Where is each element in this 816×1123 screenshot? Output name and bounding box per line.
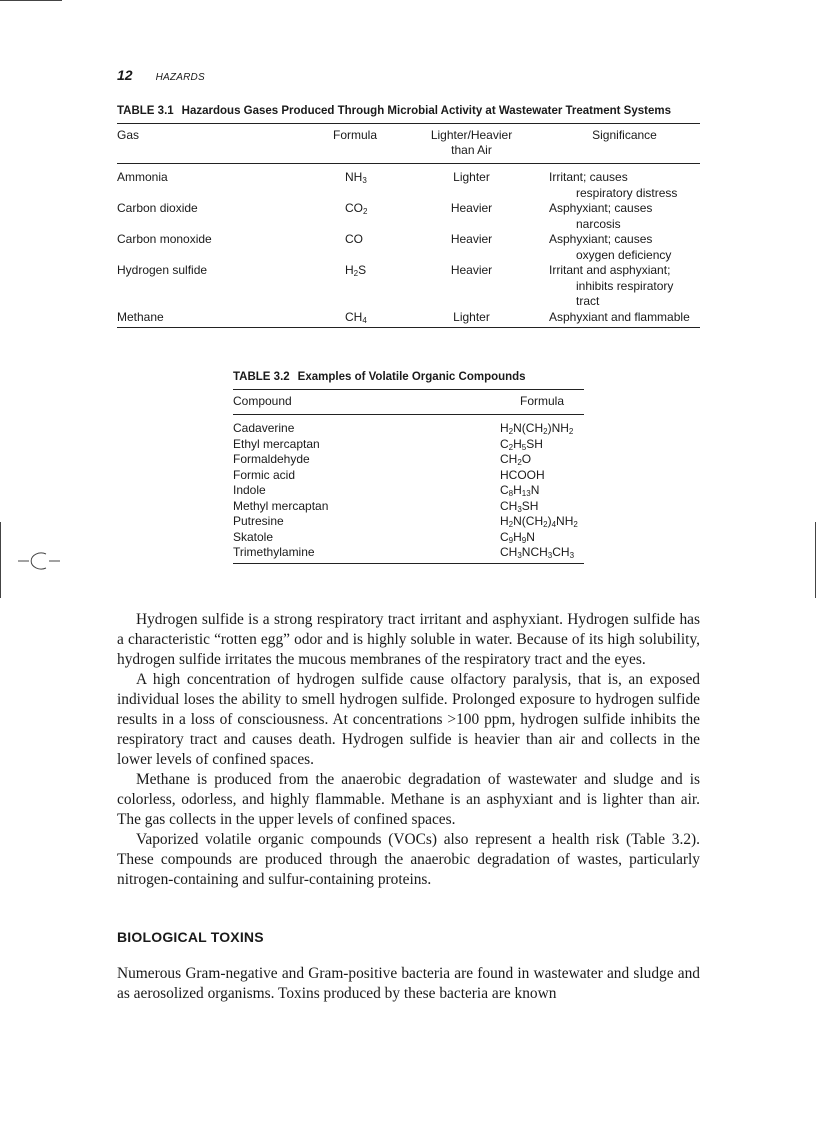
table-caption: [117, 104, 700, 119]
cell-gas: Hydrogen sulfide: [117, 263, 208, 277]
cell-formula: $H_2S$: [345, 263, 367, 278]
table-row: [233, 415, 584, 437]
cell-formula: $CH_2O$: [500, 452, 532, 467]
cell-significance: Asphyxiant and flammable: [549, 309, 690, 324]
cell-lighter-heavier: Heavier: [450, 263, 493, 277]
table-row: [117, 232, 700, 263]
column-header-compound: Compound: [233, 394, 292, 408]
cell-formula: $C_2H_5SH$: [500, 436, 543, 452]
cell-formula: $CO_2$: [345, 201, 368, 216]
table-row: [233, 514, 584, 530]
column-header-formula: Formula: [519, 394, 564, 408]
cell-formula: $C_9H_9N$: [500, 529, 535, 545]
table-row: [117, 164, 700, 202]
running-head: [117, 67, 205, 83]
cell-compound: Putresine: [233, 514, 284, 528]
cell-compound: Methyl mercaptan: [233, 498, 329, 513]
column-header-formula: Formula: [333, 128, 378, 142]
table-row: [233, 468, 584, 484]
table-row: [233, 437, 584, 453]
paragraph: Methane is produced from the anaerobic degradation of wastewater and sludge and is colorless, odorless, and highly flammable. Methane is an asphyxiant and is lighter than air. The gas collects in the upper levels of confined spaces.: [117, 771, 700, 828]
cell-compound: Formaldehyde: [233, 452, 310, 466]
section-body-text: [117, 964, 700, 1004]
cell-gas: Ammonia: [117, 170, 168, 184]
cell-gas: Carbon dioxide: [117, 201, 198, 215]
table-3-2: [233, 370, 584, 564]
table-header-row: [117, 124, 700, 164]
cell-compound: Cadaverine: [233, 421, 295, 435]
cell-compound: Formic acid: [233, 467, 296, 482]
cell-formula: $NH_3$: [345, 170, 367, 185]
body-text: [117, 610, 700, 890]
cell-significance: Asphyxiant; causes oxygen deficiency: [549, 232, 672, 262]
table-header-row: [233, 390, 584, 415]
cell-formula: $C_8H_{13}N$: [500, 483, 540, 498]
hazardous-gases-table: [117, 124, 700, 328]
table-row: [233, 452, 584, 468]
cell-lighter-heavier: Heavier: [450, 232, 493, 246]
column-header-significance: Significance: [592, 128, 657, 142]
table-caption-text: Examples of Volatile Organic Compounds: [297, 371, 526, 383]
cell-compound: Ethyl mercaptan: [233, 436, 320, 451]
cell-significance: Irritant; causes respiratory distress: [549, 170, 678, 200]
cell-significance: Asphyxiant; causes narcosis: [549, 201, 653, 231]
column-header-lighter-heavier: Lighter/Heavier than Air: [430, 128, 513, 157]
table-row: [117, 310, 700, 328]
cell-gas: Carbon monoxide: [117, 232, 212, 246]
cell-formula: $CH_3NCH_3CH_3$: [500, 545, 575, 560]
paragraph: A high concentration of hydrogen sulfide cause olfactory paralysis, that is, an exposed individual loses the ability to smell hydrogen sulfide. Prolonged exposure to hydrogen sulfide results in a loss of consciousness. At concentrations >100 ppm, hydrogen sulfide inhibits the respiratory tract and causes death. Hydrogen sulfide is heavier than air and collects in the lower levels of confined spaces.: [117, 671, 700, 768]
crop-mark-left: [0, 522, 1, 598]
crop-mark-top: [0, 0, 62, 1]
cell-formula: $CH_3SH$: [500, 498, 539, 514]
cell-lighter-heavier: Lighter: [453, 170, 490, 184]
table-caption: [233, 370, 584, 385]
page-number: 12: [117, 67, 133, 83]
cell-formula: $H_2N(CH_2)NH_2$: [500, 421, 574, 436]
section-heading: BIOLOGICAL TOXINS: [117, 929, 264, 945]
column-header-gas: Gas: [117, 128, 140, 142]
table-row: [233, 530, 584, 546]
cell-compound: Trimethylamine: [233, 545, 315, 559]
table-row: [117, 201, 700, 232]
table-caption-number: TABLE 3.1: [117, 105, 174, 117]
cell-gas: Methane: [117, 309, 164, 324]
cell-formula: $CH_4$: [345, 309, 367, 325]
cell-formula: CO: [345, 232, 363, 246]
table-row: [233, 545, 584, 563]
cell-lighter-heavier: Heavier: [450, 201, 493, 215]
table-caption-number: TABLE 3.2: [233, 371, 290, 383]
table-row: [233, 499, 584, 515]
paragraph: Hydrogen sulfide is a strong respiratory tract irritant and asphyxiant. Hydrogen sulfide has a characteristic “rotten egg” odor and is highly soluble in water. Because of its high solubility, hydrogen sulfide irritates the mucous membranes of the respiratory tract and the eyes.: [117, 611, 700, 668]
cell-significance: Irritant and asphyxiant; inhibits respiratory tract: [549, 263, 674, 308]
cell-formula: $H_2N(CH_2)_4NH_2$: [500, 514, 578, 529]
cell-compound: Indole: [233, 483, 266, 497]
paragraph: Numerous Gram-negative and Gram-positive bacteria are found in wastewater and sludge and as aerosolized organisms. Toxins produced by these bacteria are known: [117, 965, 700, 1002]
cell-lighter-heavier: Lighter: [453, 309, 490, 324]
cell-compound: Skatole: [233, 529, 274, 544]
paragraph: Vaporized volatile organic compounds (VOCs) also represent a health risk (Table 3.2). These compounds are produced through the anaerobic degradation of wastes, particularly nitrogen-containing and sulfur-containing proteins.: [117, 831, 700, 888]
table-row: [233, 483, 584, 499]
running-title: HAZARDS: [155, 72, 205, 83]
registration-mark-icon: [18, 550, 60, 572]
table-row: [117, 263, 700, 310]
table-3-1: [117, 104, 700, 328]
voc-table: [233, 390, 584, 564]
cell-formula: HCOOH: [500, 467, 545, 482]
table-caption-text: Hazardous Gases Produced Through Microbial Activity at Wastewater Treatment Systems: [181, 105, 671, 117]
